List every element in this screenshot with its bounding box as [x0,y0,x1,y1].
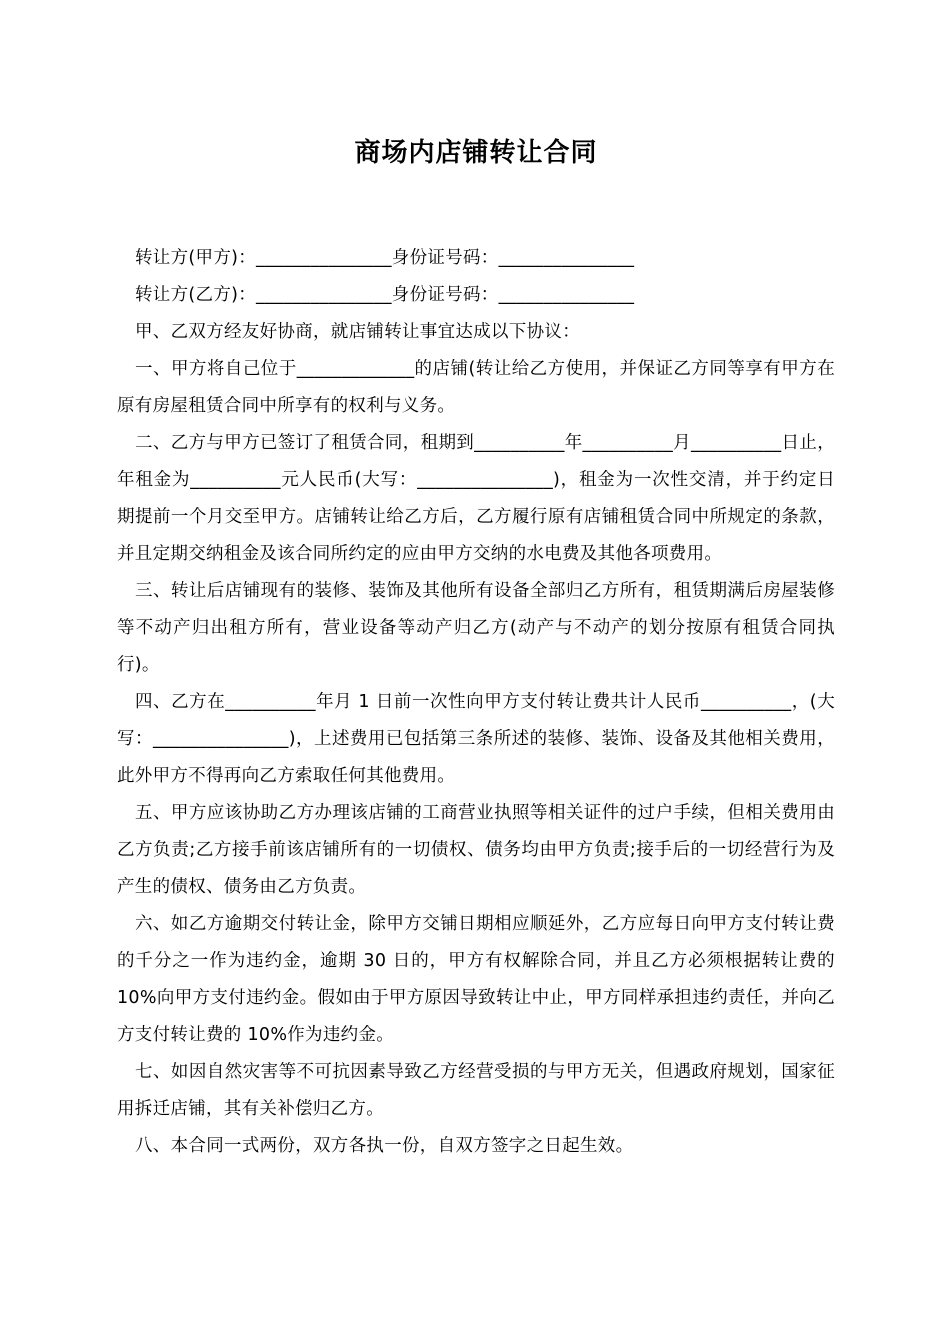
clause-5-paragraph: 五、甲方应该协助乙方办理该店铺的工商营业执照等相关证件的过户手续，但相关费用由乙方负责;乙方接手前该店铺所有的一切债权、债务均由甲方负责;接手后的一切经营行为及产生的债权、债务由乙方负责。 [117,803,835,897]
clause-7-paragraph: 七、如因自然灾害等不可抗因素导致乙方经营受损的与甲方无关，但遇政府规划，国家征用拆迁店铺，其有关补偿归乙方。 [117,1062,835,1119]
clause-2-paragraph: 二、乙方与甲方已签订了租赁合同，租期到__________年__________月__________日止，年租金为__________元人民币(大写：_______________)，租金为一次性交清，并于约定日期提前一个月交至甲方。店铺转让给乙方后，乙方履行原有店铺租赁合同中所规定的条款，并且定期交纳租金及该合同所约定的应由甲方交纳的水电费及其他各项费用。 [117,433,835,564]
clause-6-paragraph: 六、如乙方逾期交付转让金，除甲方交铺日期相应顺延外，乙方应每日向甲方支付转让费的千分之一作为违约金，逾期 30 日的，甲方有权解除合同，并且乙方必须根据转让费的 10%向甲方支付违约金。假如由于甲方原因导致转让中止，甲方同样承担违约责任，并向乙方支付转让费的 10%作为违约金。 [117,914,835,1045]
document-body [117,240,835,1165]
transferee-party-b-line: 转让方(乙方)：_______________身份证号码：_______________ [135,285,635,305]
clause-1-paragraph: 一、甲方将自己位于_____________的店铺(转让给乙方使用，并保证乙方同等享有甲方在原有房屋租赁合同中所享有的权利与义务。 [117,359,835,416]
agreement-intro-paragraph: 甲、乙双方经友好协商，就店铺转让事宜达成以下协议： [135,322,580,342]
clause-4-paragraph: 四、乙方在__________年月 1 日前一次性向甲方支付转让费共计人民币__________，(大写：_______________)，上述费用已包括第三条所述的装修、装饰、设备及其他相关费用，此外甲方不得再向乙方索取任何其他费用。 [117,692,835,786]
document-title: 商场内店铺转让合同 [354,138,598,168]
clause-8-paragraph: 八、本合同一式两份，双方各执一份，自双方签字之日起生效。 [135,1136,634,1156]
transferor-party-a-line: 转让方(甲方)：_______________身份证号码：_______________ [135,248,635,268]
clause-3-paragraph: 三、转让后店铺现有的装修、装饰及其他所有设备全部归乙方所有，租赁期满后房屋装修等不动产归出租方所有，营业设备等动产归乙方(动产与不动产的划分按原有租赁合同执行)。 [117,581,835,675]
